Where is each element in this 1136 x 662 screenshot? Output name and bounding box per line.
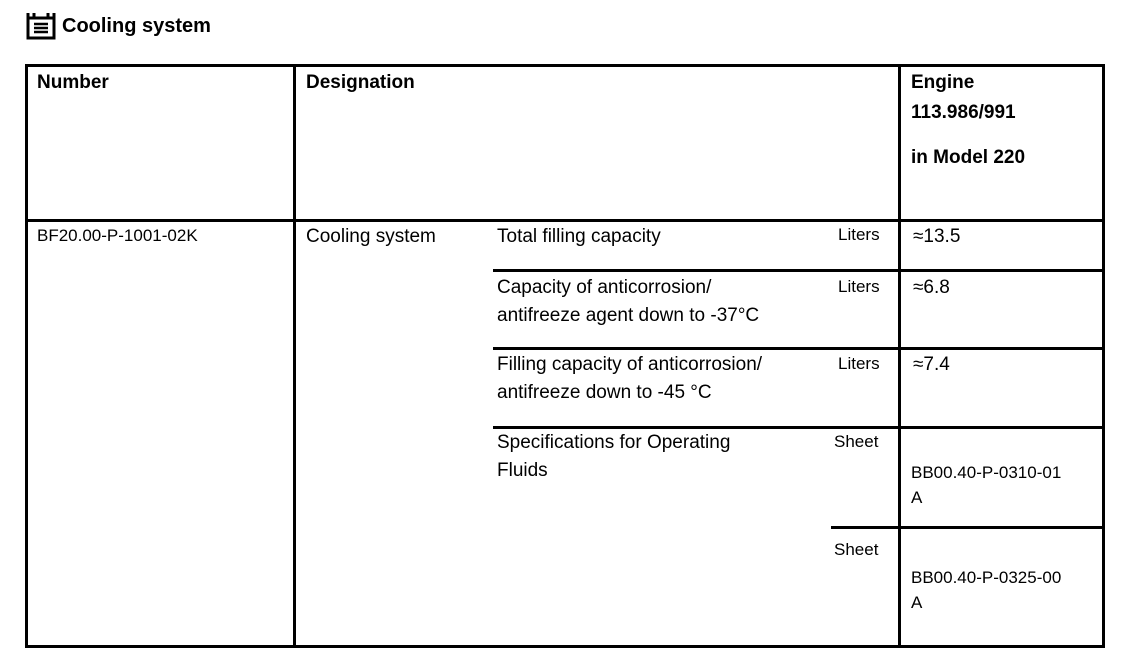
- item-label-line2: Fluids: [497, 460, 548, 481]
- sheet-reference-line2: A: [911, 488, 923, 507]
- item-unit: Sheet: [834, 540, 879, 559]
- header-engine-model: in Model 220: [911, 147, 1026, 168]
- item-value: ≈6.8: [913, 277, 950, 298]
- item-unit: Liters: [838, 225, 880, 244]
- item-label-line2: antifreeze agent down to -37°C: [497, 305, 760, 326]
- sheet-reference: BB00.40-P-0310-01: [911, 463, 1062, 482]
- item-unit: Liters: [838, 277, 880, 296]
- item-label: Capacity of anticorrosion/: [497, 277, 712, 298]
- system-name: Cooling system: [306, 226, 436, 247]
- header-designation: Designation: [306, 72, 415, 93]
- item-label: Total filling capacity: [497, 226, 661, 247]
- item-unit: Sheet: [834, 432, 879, 451]
- sheet-reference: BB00.40-P-0325-00: [911, 568, 1062, 587]
- page-title: Cooling system: [62, 14, 211, 37]
- item-value: ≈13.5: [913, 226, 961, 247]
- item-label: Filling capacity of anticorrosion/: [497, 354, 763, 375]
- header-engine: Engine: [911, 72, 975, 93]
- sheet-reference-line2: A: [911, 593, 923, 612]
- item-value: ≈7.4: [913, 354, 950, 375]
- service-document-icon: [26, 12, 56, 40]
- header-engine-number: 113.986/991: [911, 102, 1016, 123]
- item-label-line2: antifreeze down to -45 °C: [497, 382, 712, 403]
- doc-number: BF20.00-P-1001-02K: [37, 226, 198, 245]
- item-label: Specifications for Operating: [497, 432, 731, 453]
- section-title: [26, 12, 211, 40]
- item-unit: Liters: [838, 354, 880, 373]
- header-number: Number: [37, 72, 109, 93]
